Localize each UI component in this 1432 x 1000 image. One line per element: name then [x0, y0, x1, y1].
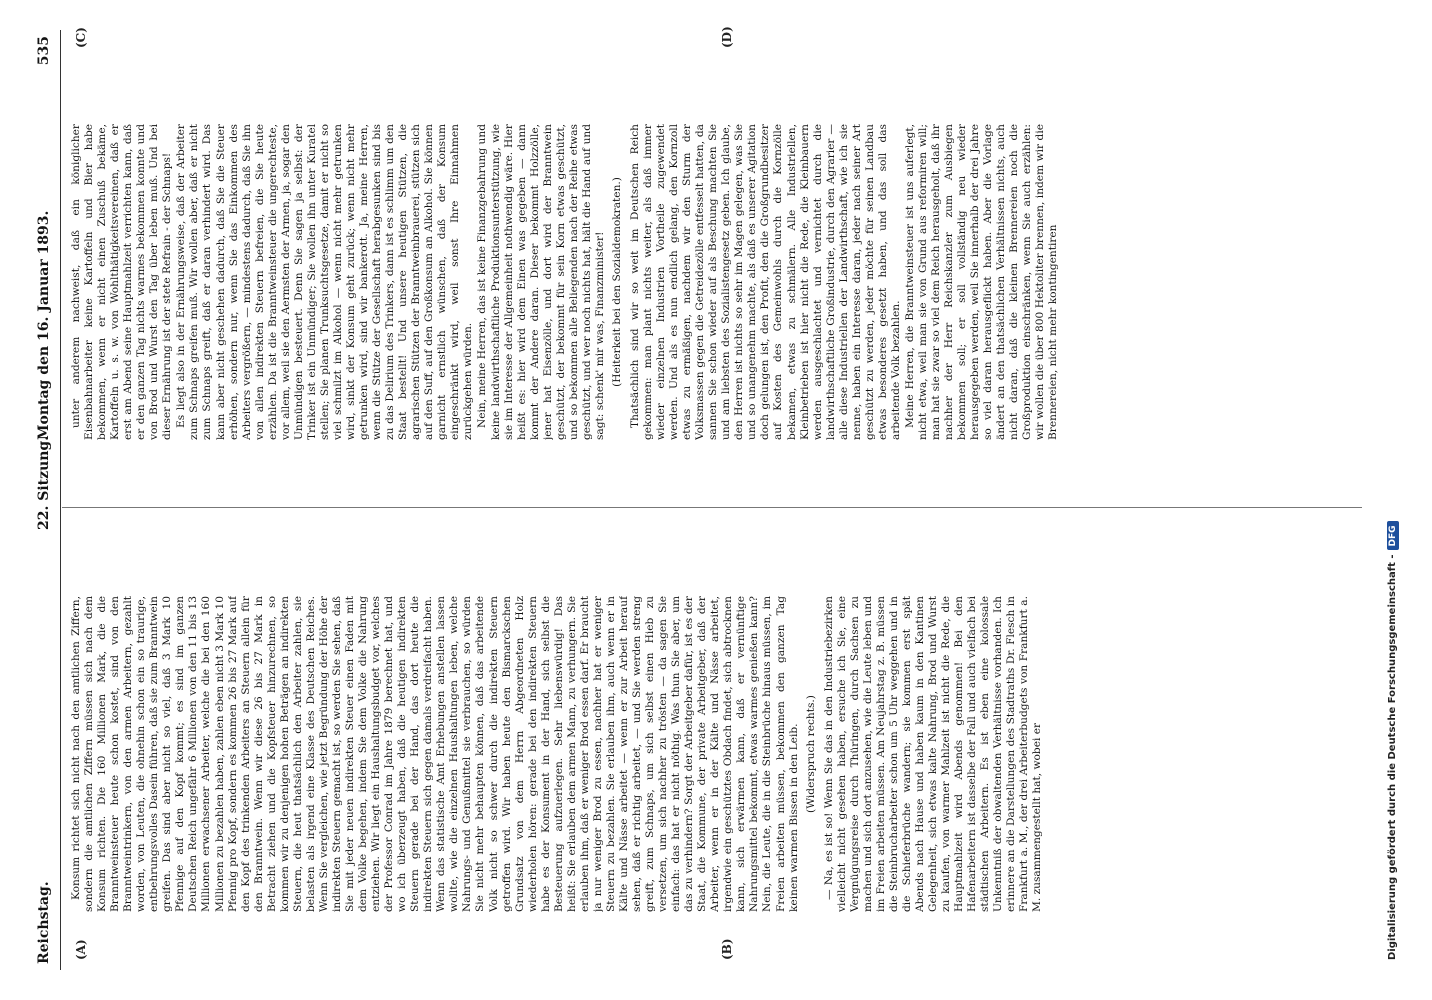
page-header	[30, 0, 60, 1000]
paragraph: — Na, es ist so! Wenn Sie das in den Industriebezirken vielleicht nicht gesehen haben, ersuche ich Sie, eine Vergnügungsreise durch Thüringen, durch Sachsen zu machen und sich dort anzusehen, wie die Leute leben und im Freien arbeiten müssen. Am Neujahrstag z. B. müssen die Steinbrucharbeiter schon um 5 Uhr weggehen und in die Schieferbrüche wandern; sie kommen erst spät Abends nach Hause und haben kaum in den Kantinen Gelegenheit, sich etwas kalte Nahrung, Brod und Wurst zu kaufen, von warmer Mahlzeit ist nicht die Rede, die Hauptmahlzeit wird Abends genommen! Bei den Hafenarbeitern ist dasselbe der Fall und auch vielfach bei städtischen Arbeitern. Es ist eben eine kolossale Unkenntniß der obwaltenden Verhältnisse vorhanden. Ich erinnere an die Darstellungen des Stadtraths Dr. Flesch in Frankfurt a. M., der drei Arbeiterbudgets von Frankfurt a. M. zusammengestellt hat, wobei er	[822, 596, 1044, 912]
header-session: 22. Sitzung.	[36, 435, 52, 530]
margin-mark-d: (D)	[720, 26, 734, 48]
column-left	[70, 596, 1360, 912]
column-right	[70, 124, 1360, 440]
margin-mark-c: (C)	[74, 27, 88, 48]
interjection: (Heiterkeit bei den Sozialdemokraten.)	[610, 177, 623, 387]
interjection: (Widerspruch rechts.)	[804, 695, 817, 813]
digitization-credit	[1387, 521, 1399, 960]
paragraph: Es liegt also in der Ernährungsweise, daß der Arbeiter zum Schnaps greifen muß. Wir wollen aber, daß er nicht zum Schnaps greift, daß er daran verhindert wird. Das kann aber nicht geschehen dadurch, daß Sie die Steuer erhöhen, sondern nur, wenn Sie das Einkommen des Arbeiters vergrößern, — mindestens dadurch, daß Sie ihn von allen indirekten Steuern befreien, die Sie heute erzählen. Da ist die Branntweinsteuer die ungerechteste, vor allem, weil sie den Aermsten der Armen, ja, sogar den Unmündigen besteuert. Denn Sie sagen ja selbst: der Trinker ist ein Unmündiger; Sie wollen ihn unter Kuratel stellen; Sie planen Trunksuchtsgesetze, damit er nicht so viel schmilzt im Alkohol — wenn nicht mehr getrunken wird, sinkt der Konsum geht zurück; wenn nicht mehr getrunken wird, sind wir bankerott. Ja, meine Herren, wenn die Stütze der Gesellschaft herabgesunken sind bis zu das Delirium des Trinkers, dann ist es schlimm um den Staat bestellt! Und unsere heutigen Stützen, die agrarischen Stützen der Branntweinbrauerei, stützen sich auf den Suff, auf den Großkonsum an Alkohol. Sie können garnicht ernstlich wünschen, daß der Konsum eingeschränkt wird, weil sonst Ihre Einnahmen zurückgehen würden.	[175, 124, 475, 440]
dfg-logo: DFG	[1387, 521, 1399, 550]
margin-mark-a: (A)	[74, 939, 88, 960]
credit-text: Digitalisierung gefördert durch die Deutsche Forschungsgemeinschaft -	[1387, 554, 1398, 960]
paragraph: unter anderem nachweist, daß ein königlicher Eisenbahnarbeiter keine Kartoffeln und Bier habe bekommen, wenn er nicht einen Zuschuß bekäme, Kartoffeln u. s. w. von Wohlthätigkeitsvereinen, daß er erst am Abend seine Hauptmahlzeit verrichten kann, daß er den ganzen Tag nichts warmes bekommen konnte und von Brod und Wurst den Tag über leben muß. Und bei dieser Ernährung ist der stete Refrain - der Schnaps!	[70, 124, 174, 440]
header-date: Montag den 16. Januar 1893.	[36, 210, 52, 440]
paragraph: Konsum richtet sich nicht nach den amtlichen Ziffern, sondern die amtlichen Ziffern müssen sich nach dem Konsum richten. Die 160 Millionen Mark, die die Branntweinsteuer heute schon kostet, sind von den Branntweintrinkern, von den armen Arbeitern, gezahlt worden, von Leuten, die ohnehin schon ein so traurige, entbehrungsvolles Dasein führen, daß sie zum Branntwein greifen. Das sind aber nicht so viel, daß 3 Mark 10 Pfennige auf den Kopf kommt; es sind im ganzen Deutschen Reich ungefähr 6 Millionen von den 11 bis 13 Millionen erwachsener Arbeiter, welche die bei den 160 Millionen zu bezahlen haben, zahlen eben nicht 3 Mark 10 Pfennig pro Kopf, sondern es kommen 26 bis 27 Mark auf den Kopf des trinkenden Arbeiters an Steuern allein für den Branntwein. Wenn wir diese 26 bis 27 Mark in Betracht ziehen und die Kopfsteuer hinzurechnen, so kommen wir zu denjenigen hohen Beträgen an indirekten Steuern, die heut thatsächlich den Arbeiter zahlen, sie belasten als irgend eine Klasse des Deutschen Reiches. Wenn Sie vergleichen, wie jetzt Begründung der Höhe der indirekten Steuern gemacht ist, so werden Sie sehen, daß Sie mit jeder neuen indirekten Steuer einen Faden mit dem Volke begehen, indem Sie dem Volke die Nahrung entziehen. Wir liegt ein Haushaltungsbudget vor, welches der Professor Conrad im Jahre 1879 berechnet hat, und wo ich überzeugt haben, daß die heutigen indirekten Steuern gerade bei der Hand, das dort heute die indirekten Steuern sich gegen damals verdreifacht haben. Wenn das statistische Amt Erhebungen anstellen lassen wollte, wie die einzelnen Haushaltungen leben, welche Nahrungs- und Genußmittel sie verbrauchen, so würden Sie nicht mehr behaupten können, daß das arbeitende Volk nicht so schwer durch die indirekten Steuern getroffen wird. Wir haben heute den Bismarckschen Grundsatz von dem Herrn Abgeordneten Holz wiederholen hören: gerade bei den indirekten Steuern habe es der Konsument in der Hand, sich selbst die Besteuerung aufzuerlegen. Sehr liebenswürdig! Das heißt: Sie erlauben dem armen Mann, zu verhungern. Sie erlauben ihm, daß er weniger Brod essen darf. Er braucht ja nur weniger Brod zu essen, nachher hat er weniger Steuern zu bezahlen. Sie erlauben ihm, auch wenn er in Kälte und Nässe arbeitet — wenn er zur Arbeit herauf sehen, daß er richtig arbeitet, — und Sie werden streng greift, zum Schnaps, um sich selbst einen Hieb zu versetzen, um sich nachher zu trösten — da sagen Sie einfach: das hat er nicht nöthig. Was thun Sie aber, um das zu verhindern? Sorgt der Arbeitgeber dafür, ist es der Staat, die Kommune, der private Arbeitgeber, daß der Arbeiter, wenn er in der Kälte und Nässe arbeitet, irgendwie ein geschütztes Obdach findet, sich abtrocknen kann, sich erwärmen kann, daß er vernünftige Nahrungsmittel bekommt, etwas warmes genießen kann? Nein, die Leute, die in die Steinbrüche hinaus müssen, im Freien arbeiten müssen, bekommen den ganzen Tag keinen warmen Bissen in den Leib.	[70, 596, 800, 912]
header-rule	[60, 30, 61, 970]
header-reichstag: Reichstag.	[36, 881, 52, 964]
margin-mark-b: (B)	[720, 938, 734, 960]
paragraph: Meine Herren, die Branntweinsteuer ist uns auferlegt, nicht etwa, weil man sie von Grund aus reformiren will; man hat sie zwar so viel dem Reich herausgeholt, daß ihr nachher der Herr Reichskanzler zum Ausbiegen bekommen soll; er soll vollständig neu wieder herausgegeben werden, weil Sie innerhalb der drei Jahre so viel daran herausgeflickt haben. Aber die Vorlage ändert an den thatsächlichen Verhältnissen nichts, auch nicht daran, daß die kleinen Brennereien noch die Großproduktion einschränken, wenn Sie auch erzählen: wir wollen die über 800 Hektoliter brennen, indem wir die Brennereien, nicht mehr kontingentiren	[903, 124, 1060, 440]
header-page-number: 535	[36, 36, 52, 66]
paragraph: Thatsächlich sind wir so weit im Deutschen Reich gekommen: man plant nichts weiter, als daß immer wieder einzelnen Industrien Vortheile zugewendet werden. Und als es nun endlich gelang, den Kornzoll etwas zu ermäßigen, nachdem wir den Sturm der Volksmassen gegen die Getreidezölle entfesselt hatten, da sannen Sie schon wieder auf als Beschung machten Sie und am liebsten des Sozialistengesetz geben. Ich glaube, den Herren ist nichts so sehr im Magen gelegen, was Sie und so unangenehm machte, als daß es unserer Agitation doch gelungen ist, den Profit, den die Großgrundbesitzer auf Kosten des Gemeinwohls durch die Kornzölle bekamen, etwas zu schmälern. Alle Industriellen, Kleinbetrieben ist hier nicht die Rede, die Kleinbauern werden ausgeschlachtet und vernichtet durch die landwirthschaftliche Großindustrie, durch den Agrarier — alle diese Industriellen der Landwirthschaft, wie ich sie nenne, haben ein Interesse daran, jeder nach seiner Art geschützt zu werden, jeder möchte für seinen Landbau etwas besonderes gesetzt haben, und das soll das arbeitende Volk bezahlen.	[628, 124, 902, 440]
column-divider	[62, 507, 1362, 508]
paragraph: Nein, meine Herren, das ist keine Finanzgebahrung und keine landwirthschaftliche Produktionsunterstützung, wie sie im Interesse der Allgemeinheit nothwendig wäre. Hier heißt es: hier wird dem Einen was gegeben — dann kommt der Andere daran. Dieser bekommt Holzzölle, jener hat Eisenzölle, und dort wird der Branntwein geschützt, der bekommt für sein Korn etwas geschützt, und so bekommen alle Beliegenden nach der Reihe etwas geschützt, und wer noch nichts hat, hält die Hand auf und sagt: schenk' mir was, Finanzminister!	[476, 124, 606, 440]
